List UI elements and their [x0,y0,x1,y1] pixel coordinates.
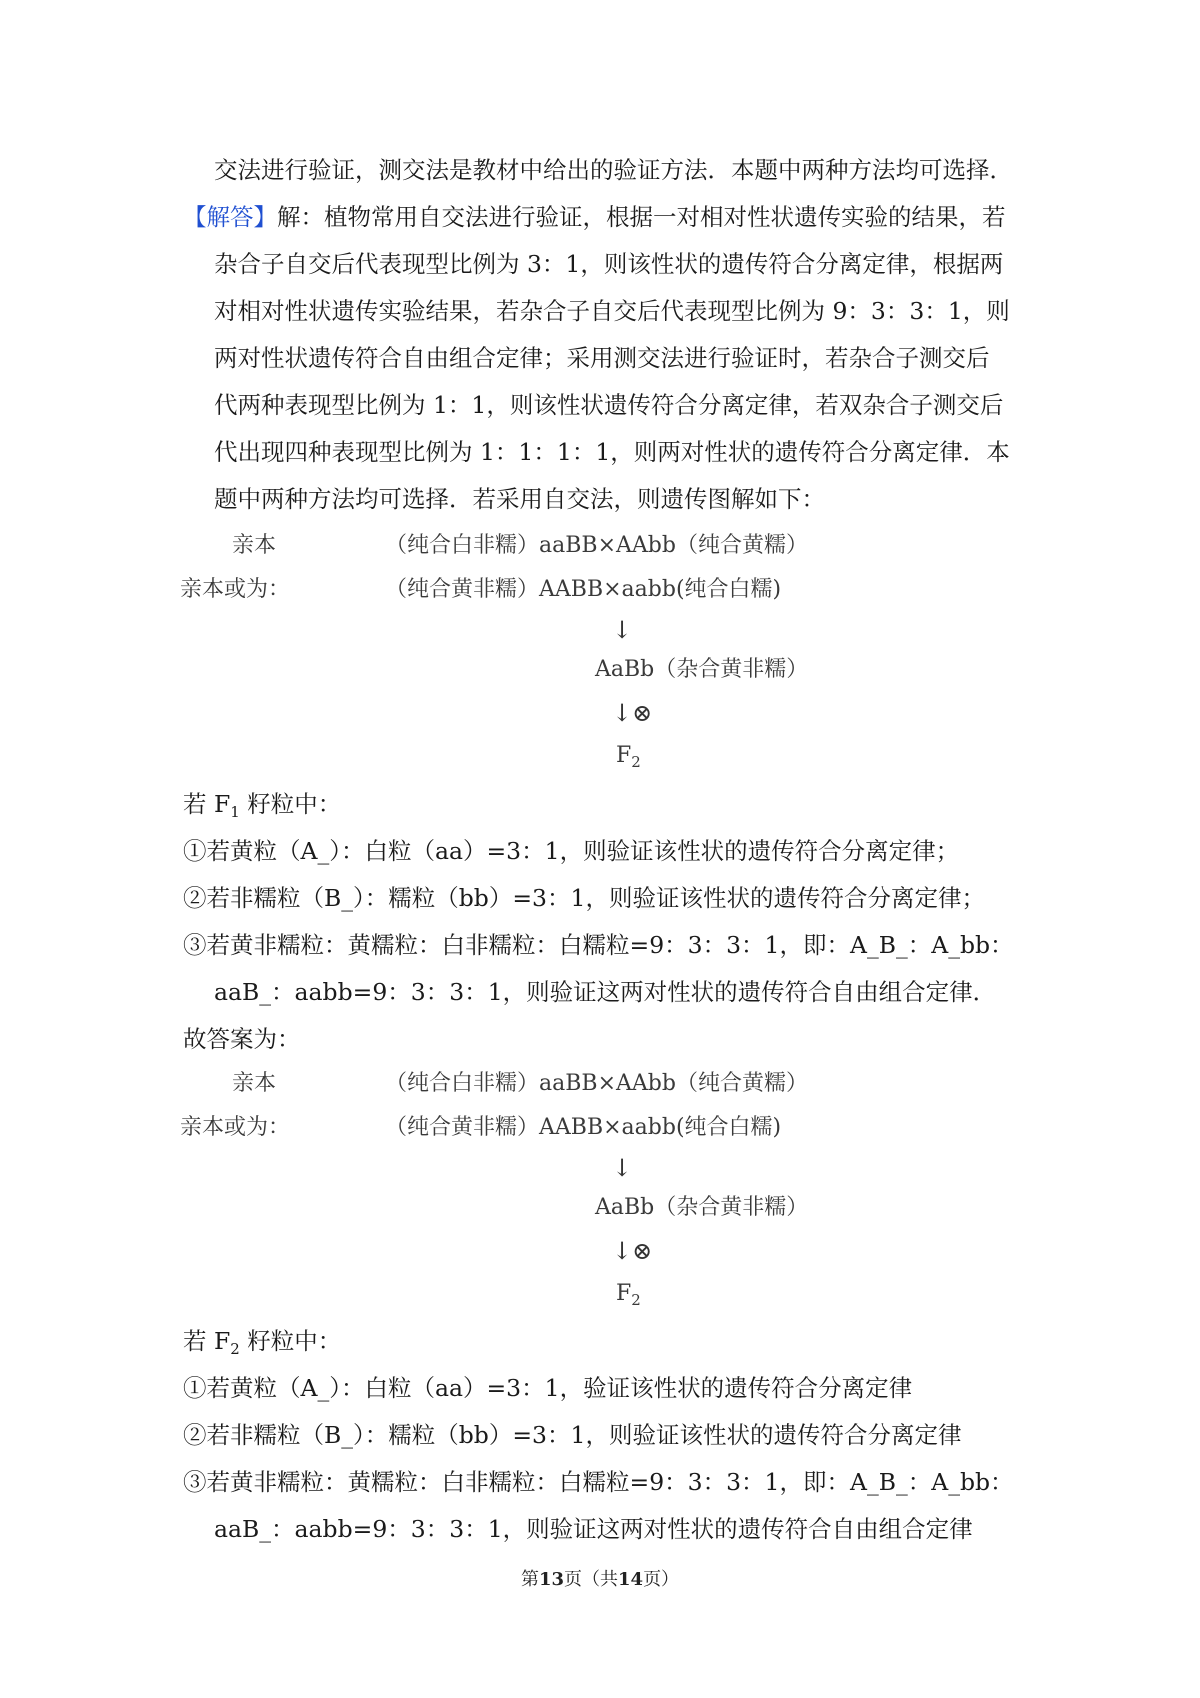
section1-item-3: ③若黄非糯粒：黄糯粒：白非糯粒：白糯粒=9：3：3：1，即：A_B_：A_bb： [183,931,1014,959]
section2-item-2: ②若非糯粒（B_）：糯粒（bb）=3：1，则验证该性状的遗传符合分离定律 [183,1421,962,1449]
alt-parent-cross: （纯合黄非糯）AABB×aabb(纯合白糯) [385,577,782,602]
genetic-diagram-2 [180,1070,840,1310]
alt-parent-cross: （纯合黄非糯）AABB×aabb(纯合白糯) [385,1115,782,1140]
page-footer: 第13页（共14页） [520,1569,680,1590]
section2-item-1: ①若黄粒（A_）：白粒（aa）=3：1，验证该性状的遗传符合分离定律 [183,1374,913,1402]
section1-heading: 若 $F_1$ 籽粒中： [183,790,342,821]
answer-line-6: 代出现四种表现型比例为 1：1：1：1，则两对性状的遗传符合分离定律．本 [214,438,1010,466]
f1-genotype: AaBb（杂合黄非糯） [595,1195,809,1220]
f1-genotype: AaBb（杂合黄非糯） [595,657,809,682]
intro-line: 交法进行验证，测交法是教材中给出的验证方法．本题中两种方法均可选择． [214,156,1013,184]
section2-heading: 若 $F_2$ 籽粒中： [183,1327,342,1358]
section1-item-2: ②若非糯粒（B_）：糯粒（bb）=3：1，则验证该性状的遗传符合分离定律； [183,884,985,912]
answer-line-4: 两对性状遗传符合自由组合定律；采用测交法进行验证时，若杂合子测交后 [214,344,990,372]
selfing-arrow-icon: ↓⊗ [612,699,653,727]
section2-continuation: aaB_：aabb=9：3：3：1，则验证这两对性状的遗传符合自由组合定律 [214,1515,973,1543]
alt-parent-label: 亲本或为： [180,1115,291,1140]
f2-label: $F_2$ [616,1281,641,1309]
alt-parent-label: 亲本或为： [180,577,291,602]
answer-label: 【解答】 [183,203,277,231]
answer-line-1 [183,201,1006,233]
selfing-arrow-icon: ↓⊗ [612,1237,653,1265]
parent-cross: （纯合白非糯）aaBB×AAbb（纯合黄糯） [385,1071,808,1096]
answer-intro: 故答案为： [183,1025,301,1053]
answer-line-5: 代两种表现型比例为 1：1，则该性状遗传符合分离定律，若双杂合子测交后 [214,391,1004,419]
genetic-diagram-1 [180,532,840,772]
answer-line-2: 杂合子自交后代表现型比例为 3：1，则该性状的遗传符合分离定律，根据两 [214,250,1004,278]
section1-item-1: ①若黄粒（A_）：白粒（aa）=3：1，则验证该性状的遗传符合分离定律； [183,837,960,865]
parent-label: 亲本 [232,1071,277,1096]
down-arrow-icon: ↓ [612,1154,633,1182]
section1-continuation: aaB_：aabb=9：3：3：1，则验证这两对性状的遗传符合自由组合定律． [214,978,997,1006]
parent-label: 亲本 [232,533,277,558]
down-arrow-icon: ↓ [612,616,633,644]
answer-line-7: 题中两种方法均可选择．若采用自交法，则遗传图解如下： [214,485,825,513]
page-number: 13 [538,1569,564,1590]
f2-label: $F_2$ [616,743,641,771]
section2-item-3: ③若黄非糯粒：黄糯粒：白非糯粒：白糯粒=9：3：3：1，即：A_B_：A_bb： [183,1468,1014,1496]
parent-cross: （纯合白非糯）aaBB×AAbb（纯合黄糯） [385,533,808,558]
answer-line-3: 对相对性状遗传实验结果，若杂合子自交后代表现型比例为 9：3：3：1，则 [214,297,1010,325]
answer-text: 解：植物常用自交法进行验证，根据一对相对性状遗传实验的结果，若 [277,203,1006,231]
total-pages: 14 [618,1569,644,1590]
